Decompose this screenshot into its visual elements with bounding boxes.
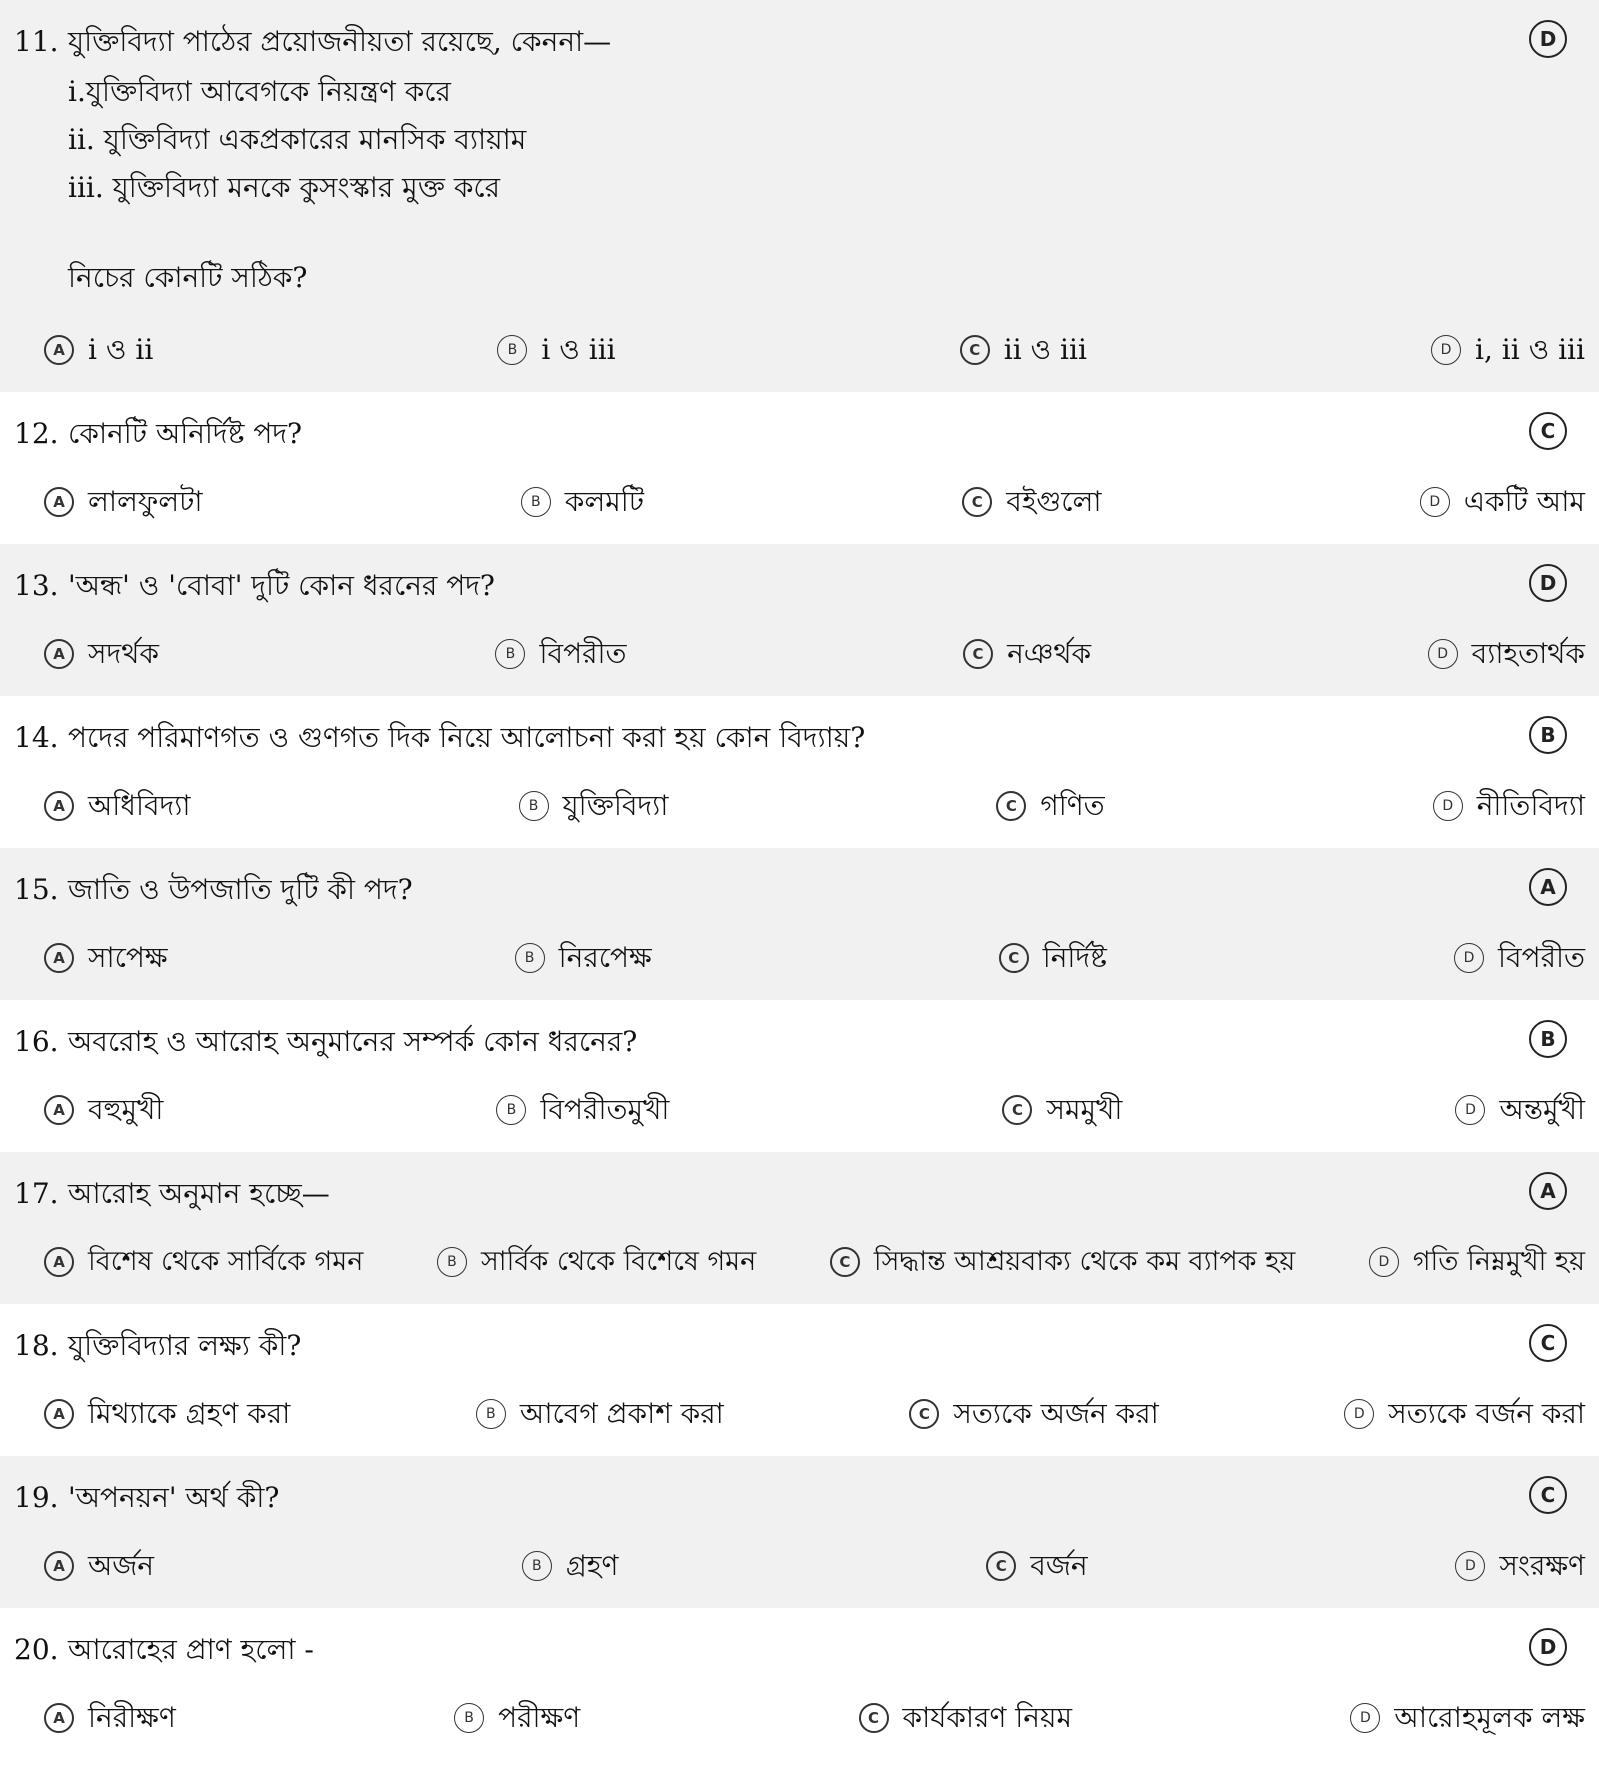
option-letter: D [1455,1551,1485,1581]
option-letter: D [1420,487,1450,517]
option-letter: A [44,943,74,973]
option-letter: A [44,639,74,669]
option-text: গণিত [1040,789,1105,822]
option-text: সংরক্ষণ [1499,1549,1585,1582]
question-text: যুক্তিবিদ্যার লক্ষ্য কী? [68,1329,302,1362]
option-letter: C [962,487,992,517]
option-letter: D [1454,943,1484,973]
answer-badge: B [1529,1020,1567,1058]
option-a[interactable] [44,786,191,826]
option-letter: B [519,791,549,821]
question-text: আরোহ অনুমান হচ্ছে— [68,1177,330,1210]
question-stem [14,414,302,454]
option-letter: B [497,335,527,365]
options-row [44,786,1585,826]
option-c[interactable] [909,1394,1158,1434]
answer-badge: C [1529,412,1567,450]
option-letter: B [496,1095,526,1125]
option-text: মিথ্যাকে গ্রহণ করা [88,1397,291,1430]
option-text: একটি আম [1463,485,1585,518]
option-letter: C [830,1247,860,1277]
option-letter: D [1433,791,1463,821]
option-letter: C [909,1399,939,1429]
question-stem [14,1174,330,1214]
question-18 [0,1304,1599,1456]
options-row [44,634,1585,674]
option-d[interactable] [1344,1394,1585,1434]
option-text: ব্যাহতার্থক [1471,637,1585,670]
option-b[interactable] [437,1242,756,1282]
options-row [44,1090,1585,1130]
option-letter: B [476,1399,506,1429]
option-letter: A [44,791,74,821]
answer-badge: C [1529,1476,1567,1514]
question-stem [14,1630,314,1670]
option-text: কলমটি [564,485,645,518]
option-a[interactable] [44,1090,163,1130]
option-letter: A [44,1095,74,1125]
question-stem [14,870,413,910]
option-text: i ও ii [88,333,154,366]
question-stem [14,1326,301,1366]
option-letter: B [437,1247,467,1277]
option-text: নঞর্থক [1007,637,1092,670]
option-c[interactable] [859,1698,1073,1738]
option-d[interactable] [1369,1242,1585,1282]
option-a[interactable] [44,330,153,370]
option-text: অন্তর্মুখী [1499,1093,1585,1126]
option-b[interactable] [495,634,626,674]
option-text: সদর্থক [88,637,159,670]
option-d[interactable] [1455,1546,1585,1586]
option-text: নীতিবিদ্যা [1476,789,1585,822]
question-text: যুক্তিবিদ্যা পাঠের প্রয়োজনীয়তা রয়েছে, কেননা— [68,25,612,58]
option-b[interactable] [522,1546,619,1586]
statement-item: iii. যুক্তিবিদ্যা মনকে কুসংস্কার মুক্ত করে [68,171,501,204]
option-a[interactable] [44,1394,290,1434]
option-letter: C [999,943,1029,973]
question-number: 14. [14,721,59,754]
option-d[interactable] [1455,1090,1585,1130]
option-b[interactable] [496,1090,669,1130]
question-number: 11. [14,25,59,58]
option-d[interactable] [1431,330,1585,370]
option-text: বিশেষ থেকে সার্বিকে গমন [88,1246,364,1277]
question-stem [14,1022,637,1062]
question-stem [14,566,495,606]
option-letter: D [1431,335,1461,365]
option-c[interactable] [1002,1090,1122,1130]
question-text: আরোহের প্রাণ হলো - [68,1633,314,1666]
option-text: সিদ্ধান্ত আশ্রয়বাক্য থেকে কম ব্যাপক হয় [873,1246,1296,1277]
option-a[interactable] [44,1698,176,1738]
option-text: ii ও iii [1003,333,1087,366]
options-row [44,938,1585,978]
question-text: অবরোহ ও আরোহ অনুমানের সম্পর্ক কোন ধরনের? [68,1025,638,1058]
option-text: i ও iii [541,333,616,366]
option-text: বিপরীত [539,637,627,670]
option-c[interactable] [963,634,1091,674]
option-c[interactable] [962,482,1101,522]
option-text: বইগুলো [1006,485,1102,518]
question-text: 'অপনয়ন' অর্থ কী? [68,1481,280,1514]
option-letter: D [1344,1399,1374,1429]
question-text: 'অন্ধ' ও 'বোবা' দুটি কোন ধরনের পদ? [68,569,495,602]
option-a[interactable] [44,1546,154,1586]
option-text: বিপরীতমুখী [540,1093,670,1126]
answer-badge: C [1529,1324,1567,1362]
option-letter: A [44,487,74,517]
question-stem [14,1478,279,1518]
option-text: সার্বিক থেকে বিশেষে গমন [480,1246,757,1277]
option-letter: D [1428,639,1458,669]
option-letter: B [522,1551,552,1581]
option-letter: C [986,1551,1016,1581]
question-number: 17. [14,1177,59,1210]
option-letter: C [1002,1095,1032,1125]
option-text: বহুমুখী [88,1093,164,1126]
question-number: 13. [14,569,59,602]
option-a[interactable] [44,482,203,522]
question-text: কোনটি অনির্দিষ্ট পদ? [68,417,303,450]
question-14 [0,696,1599,848]
option-b[interactable] [519,786,669,826]
answer-badge: D [1529,564,1567,602]
question-15 [0,848,1599,1000]
option-text: সমমুখী [1046,1093,1123,1126]
question-13 [0,544,1599,696]
option-c[interactable] [999,938,1107,978]
option-text: পরীক্ষণ [498,1701,581,1734]
statement-item: i.যুক্তিবিদ্যা আবেগকে নিয়ন্ত্রণ করে [68,75,451,108]
statement-item: ii. যুক্তিবিদ্যা একপ্রকারের মানসিক ব্যায়াম [68,123,527,156]
options-row [44,482,1585,522]
option-text: সত্যকে অর্জন করা [953,1397,1159,1430]
option-letter: C [996,791,1026,821]
option-text: i, ii ও iii [1475,333,1585,366]
question-number: 16. [14,1025,59,1058]
question-12 [0,392,1599,544]
option-letter: C [960,335,990,365]
option-b[interactable] [521,482,644,522]
answer-badge: D [1529,1628,1567,1666]
question-number: 19. [14,1481,59,1514]
option-letter: D [1369,1247,1399,1277]
question-prompt: নিচের কোনটি সঠিক? [68,261,308,294]
options-row [44,330,1585,370]
option-letter: B [454,1703,484,1733]
option-letter: B [521,487,551,517]
question-19 [0,1456,1599,1608]
question-11 [0,0,1599,392]
option-text: গতি নিম্নমুখী হয় [1412,1246,1585,1277]
option-d[interactable] [1454,938,1585,978]
answer-badge: A [1529,1172,1567,1210]
option-text: আরোহমূলক লক্ষ [1394,1701,1585,1734]
option-text: অধিবিদ্যা [88,789,191,822]
option-text: সত্যকে বর্জন করা [1388,1397,1585,1430]
option-text: অর্জন [88,1549,155,1582]
option-b[interactable] [476,1394,724,1434]
options-row [44,1546,1585,1586]
option-text: যুক্তিবিদ্যা [562,789,669,822]
option-a[interactable] [44,1242,363,1282]
question-stem [14,718,865,758]
option-c[interactable] [986,1546,1087,1586]
statement-list [68,68,526,212]
option-text: নিরীক্ষণ [88,1701,176,1734]
question-text: পদের পরিমাণগত ও গুণগত দিক নিয়ে আলোচনা করা হয় কোন বিদ্যায়? [68,721,866,754]
question-number: 18. [14,1329,59,1362]
question-text: জাতি ও উপজাতি দুটি কী পদ? [68,873,413,906]
option-text: নির্দিষ্ট [1042,941,1107,974]
option-d[interactable] [1420,482,1585,522]
option-text: লালফুলটা [88,485,203,518]
options-row [44,1242,1585,1282]
option-letter: A [44,1551,74,1581]
option-letter: C [859,1703,889,1733]
question-number: 20. [14,1633,59,1666]
option-text: বিপরীত [1497,941,1585,974]
option-c[interactable] [830,1242,1295,1282]
option-letter: B [495,639,525,669]
option-letter: A [44,1703,74,1733]
question-16 [0,1000,1599,1152]
question-stem [14,22,611,62]
option-d[interactable] [1428,634,1585,674]
option-letter: A [44,335,74,365]
option-text: আবেগ প্রকাশ করা [519,1397,724,1430]
option-text: বর্জন [1030,1549,1088,1582]
option-text: নিরপেক্ষ [558,941,652,974]
option-letter: A [44,1399,74,1429]
option-d[interactable] [1433,786,1585,826]
option-b[interactable] [515,938,652,978]
options-row [44,1698,1585,1738]
option-text: কার্যকারণ নিয়ম [902,1701,1073,1734]
question-number: 12. [14,417,59,450]
answer-badge: A [1529,868,1567,906]
options-row [44,1394,1585,1434]
option-letter: A [44,1247,74,1277]
option-c[interactable] [996,786,1104,826]
option-c[interactable] [960,330,1087,370]
option-a[interactable] [44,938,168,978]
question-20 [0,1608,1599,1760]
option-a[interactable] [44,634,159,674]
option-d[interactable] [1350,1698,1585,1738]
option-letter: D [1455,1095,1485,1125]
option-text: গ্রহণ [565,1549,619,1582]
option-b[interactable] [497,330,615,370]
option-letter: B [515,943,545,973]
option-b[interactable] [454,1698,580,1738]
option-text: সাপেক্ষ [88,941,168,974]
answer-badge: D [1529,20,1567,58]
option-letter: D [1350,1703,1380,1733]
question-17 [0,1152,1599,1304]
question-number: 15. [14,873,59,906]
option-letter: C [963,639,993,669]
answer-badge: B [1529,716,1567,754]
